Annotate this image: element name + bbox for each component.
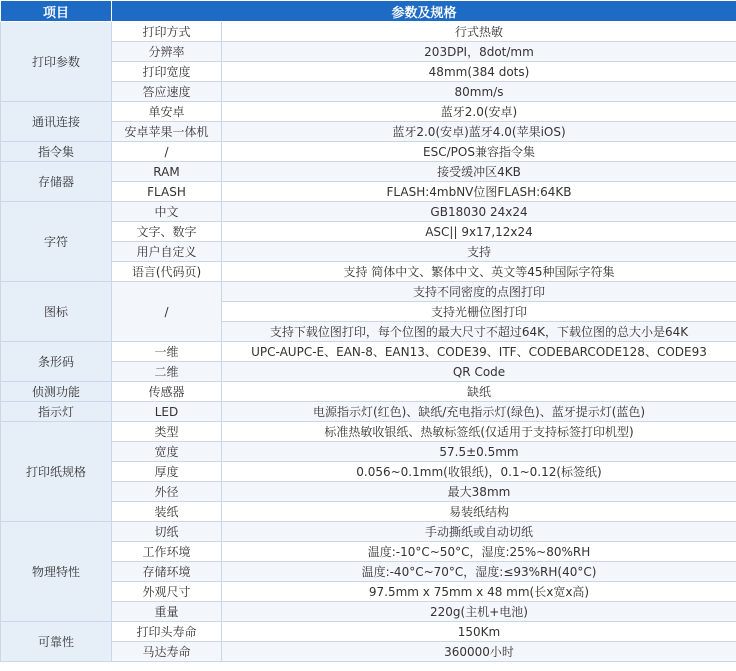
group-name-cell: 图标 [1,282,112,342]
table-row [1,142,736,162]
group-name-cell: 侦测功能 [1,382,112,402]
value-cell: 支持下载位图打印，每个位图的最大尺寸不超过64K，下载位图的总大小是64K [222,322,736,342]
group-name-cell: 物理特性 [1,522,112,622]
table-row [1,62,736,82]
value-cell: 57.5±0.5mm [222,442,736,462]
sub-item-cell: 外径 [112,482,222,502]
value-cell: 97.5mm x 75mm x 48 mm(长x宽x高) [222,582,736,602]
sub-item-cell: 外观尺寸 [112,582,222,602]
sub-item-cell: 打印头寿命 [112,622,222,642]
sub-item-cell: 马达寿命 [112,642,222,662]
table-row [1,562,736,582]
group-name-cell: 打印纸规格 [1,422,112,522]
value-cell: 203DPI，8dot/mm [222,42,736,62]
table-row [1,162,736,182]
table-row [1,342,736,362]
group-name-cell: 字符 [1,202,112,282]
group-name-cell: 条形码 [1,342,112,382]
value-cell: ASC|| 9x17,12x24 [222,222,736,242]
sub-item-cell: LED [112,402,222,422]
table-body [1,22,736,662]
value-cell: 温度:-10°C~50°C，湿度:25%~80%RH [222,542,736,562]
value-cell: 易装纸结构 [222,502,736,522]
sub-item-cell: 打印方式 [112,22,222,42]
table-row [1,622,736,642]
sub-item-cell: 安卓苹果一体机 [112,122,222,142]
value-cell: 360000小时 [222,642,736,662]
table-row [1,102,736,122]
sub-item-cell: 传感器 [112,382,222,402]
sub-item-cell: 重量 [112,602,222,622]
table-header [1,1,736,22]
value-cell: 蓝牙2.0(安卓) [222,102,736,122]
value-cell: 150Km [222,622,736,642]
group-name-cell: 通讯连接 [1,102,112,142]
value-cell: 支持 简体中文、繁体中文、英文等45种国际字符集 [222,262,736,282]
sub-item-cell: FLASH [112,182,222,202]
table-row [1,402,736,422]
value-cell: 接受缓冲区4KB [222,162,736,182]
sub-item-cell: 装纸 [112,502,222,522]
sub-item-cell: 语言(代码页) [112,262,222,282]
value-cell: 行式热敏 [222,22,736,42]
value-cell: 温度:-40°C~70°C，湿度:≤93%RH(40°C) [222,562,736,582]
table-row [1,222,736,242]
value-cell: 0.056~0.1mm(收银纸)，0.1~0.12(标签纸) [222,462,736,482]
table-row [1,82,736,102]
sub-item-cell: 类型 [112,422,222,442]
table-row [1,582,736,602]
sub-item-cell: 单安卓 [112,102,222,122]
table-row [1,442,736,462]
table-row [1,522,736,542]
sub-item-cell: 中文 [112,202,222,222]
sub-item-cell: / [112,142,222,162]
sub-item-cell: 存储环境 [112,562,222,582]
value-cell: 48mm(384 dots) [222,62,736,82]
sub-item-cell: 一维 [112,342,222,362]
sub-item-cell: 打印宽度 [112,62,222,82]
sub-item-cell: 分辨率 [112,42,222,62]
sub-item-cell: 二维 [112,362,222,382]
sub-item-cell: 答应速度 [112,82,222,102]
table-row [1,422,736,442]
table-row [1,262,736,282]
group-name-cell: 指示灯 [1,402,112,422]
table-row [1,462,736,482]
table-row [1,502,736,522]
table-row [1,362,736,382]
group-name-cell: 存储器 [1,162,112,202]
value-cell: FLASH:4mbNV位图FLASH:64KB [222,182,736,202]
value-cell: 支持不同密度的点图打印 [222,282,736,302]
value-cell: 手动撕纸或自动切纸 [222,522,736,542]
group-name-cell: 可靠性 [1,622,112,662]
value-cell: QR Code [222,362,736,382]
value-cell: 缺纸 [222,382,736,402]
table-row [1,22,736,42]
table-row [1,482,736,502]
sub-item-cell: 宽度 [112,442,222,462]
value-cell: 最大38mm [222,482,736,502]
value-cell: 80mm/s [222,82,736,102]
table-row [1,182,736,202]
header-spec: 参数及规格 [112,1,736,22]
value-cell: 支持光栅位图打印 [222,302,736,322]
value-cell: ESC/POS兼容指令集 [222,142,736,162]
group-name-cell: 指令集 [1,142,112,162]
sub-item-cell: 切纸 [112,522,222,542]
table-row [1,542,736,562]
value-cell: GB18030 24x24 [222,202,736,222]
header-item: 项目 [1,1,112,22]
value-cell: 支持 [222,242,736,262]
value-cell: 电源指示灯(红色)、缺纸/充电指示灯(绿色)、蓝牙提示灯(蓝色) [222,402,736,422]
table-row [1,242,736,262]
value-cell: UPC-AUPC-E、EAN-8、EAN13、CODE39、ITF、CODEBARCODE128、CODE93 [222,342,736,362]
table-row [1,42,736,62]
sub-item-cell: 工作环境 [112,542,222,562]
value-cell: 标准热敏收银纸、热敏标签纸(仅适用于支持标签打印机型) [222,422,736,442]
sub-item-cell: / [112,282,222,342]
table-row [1,202,736,222]
sub-item-cell: 用户自定义 [112,242,222,262]
sub-item-cell: 厚度 [112,462,222,482]
table-row [1,382,736,402]
sub-item-cell: 文字、数字 [112,222,222,242]
sub-item-cell: RAM [112,162,222,182]
value-cell: 蓝牙2.0(安卓)蓝牙4.0(苹果iOS) [222,122,736,142]
value-cell: 220g(主机+电池) [222,602,736,622]
group-name-cell: 打印参数 [1,22,112,102]
table-row [1,602,736,622]
table-row [1,642,736,662]
table-row [1,122,736,142]
table-row [1,282,736,302]
